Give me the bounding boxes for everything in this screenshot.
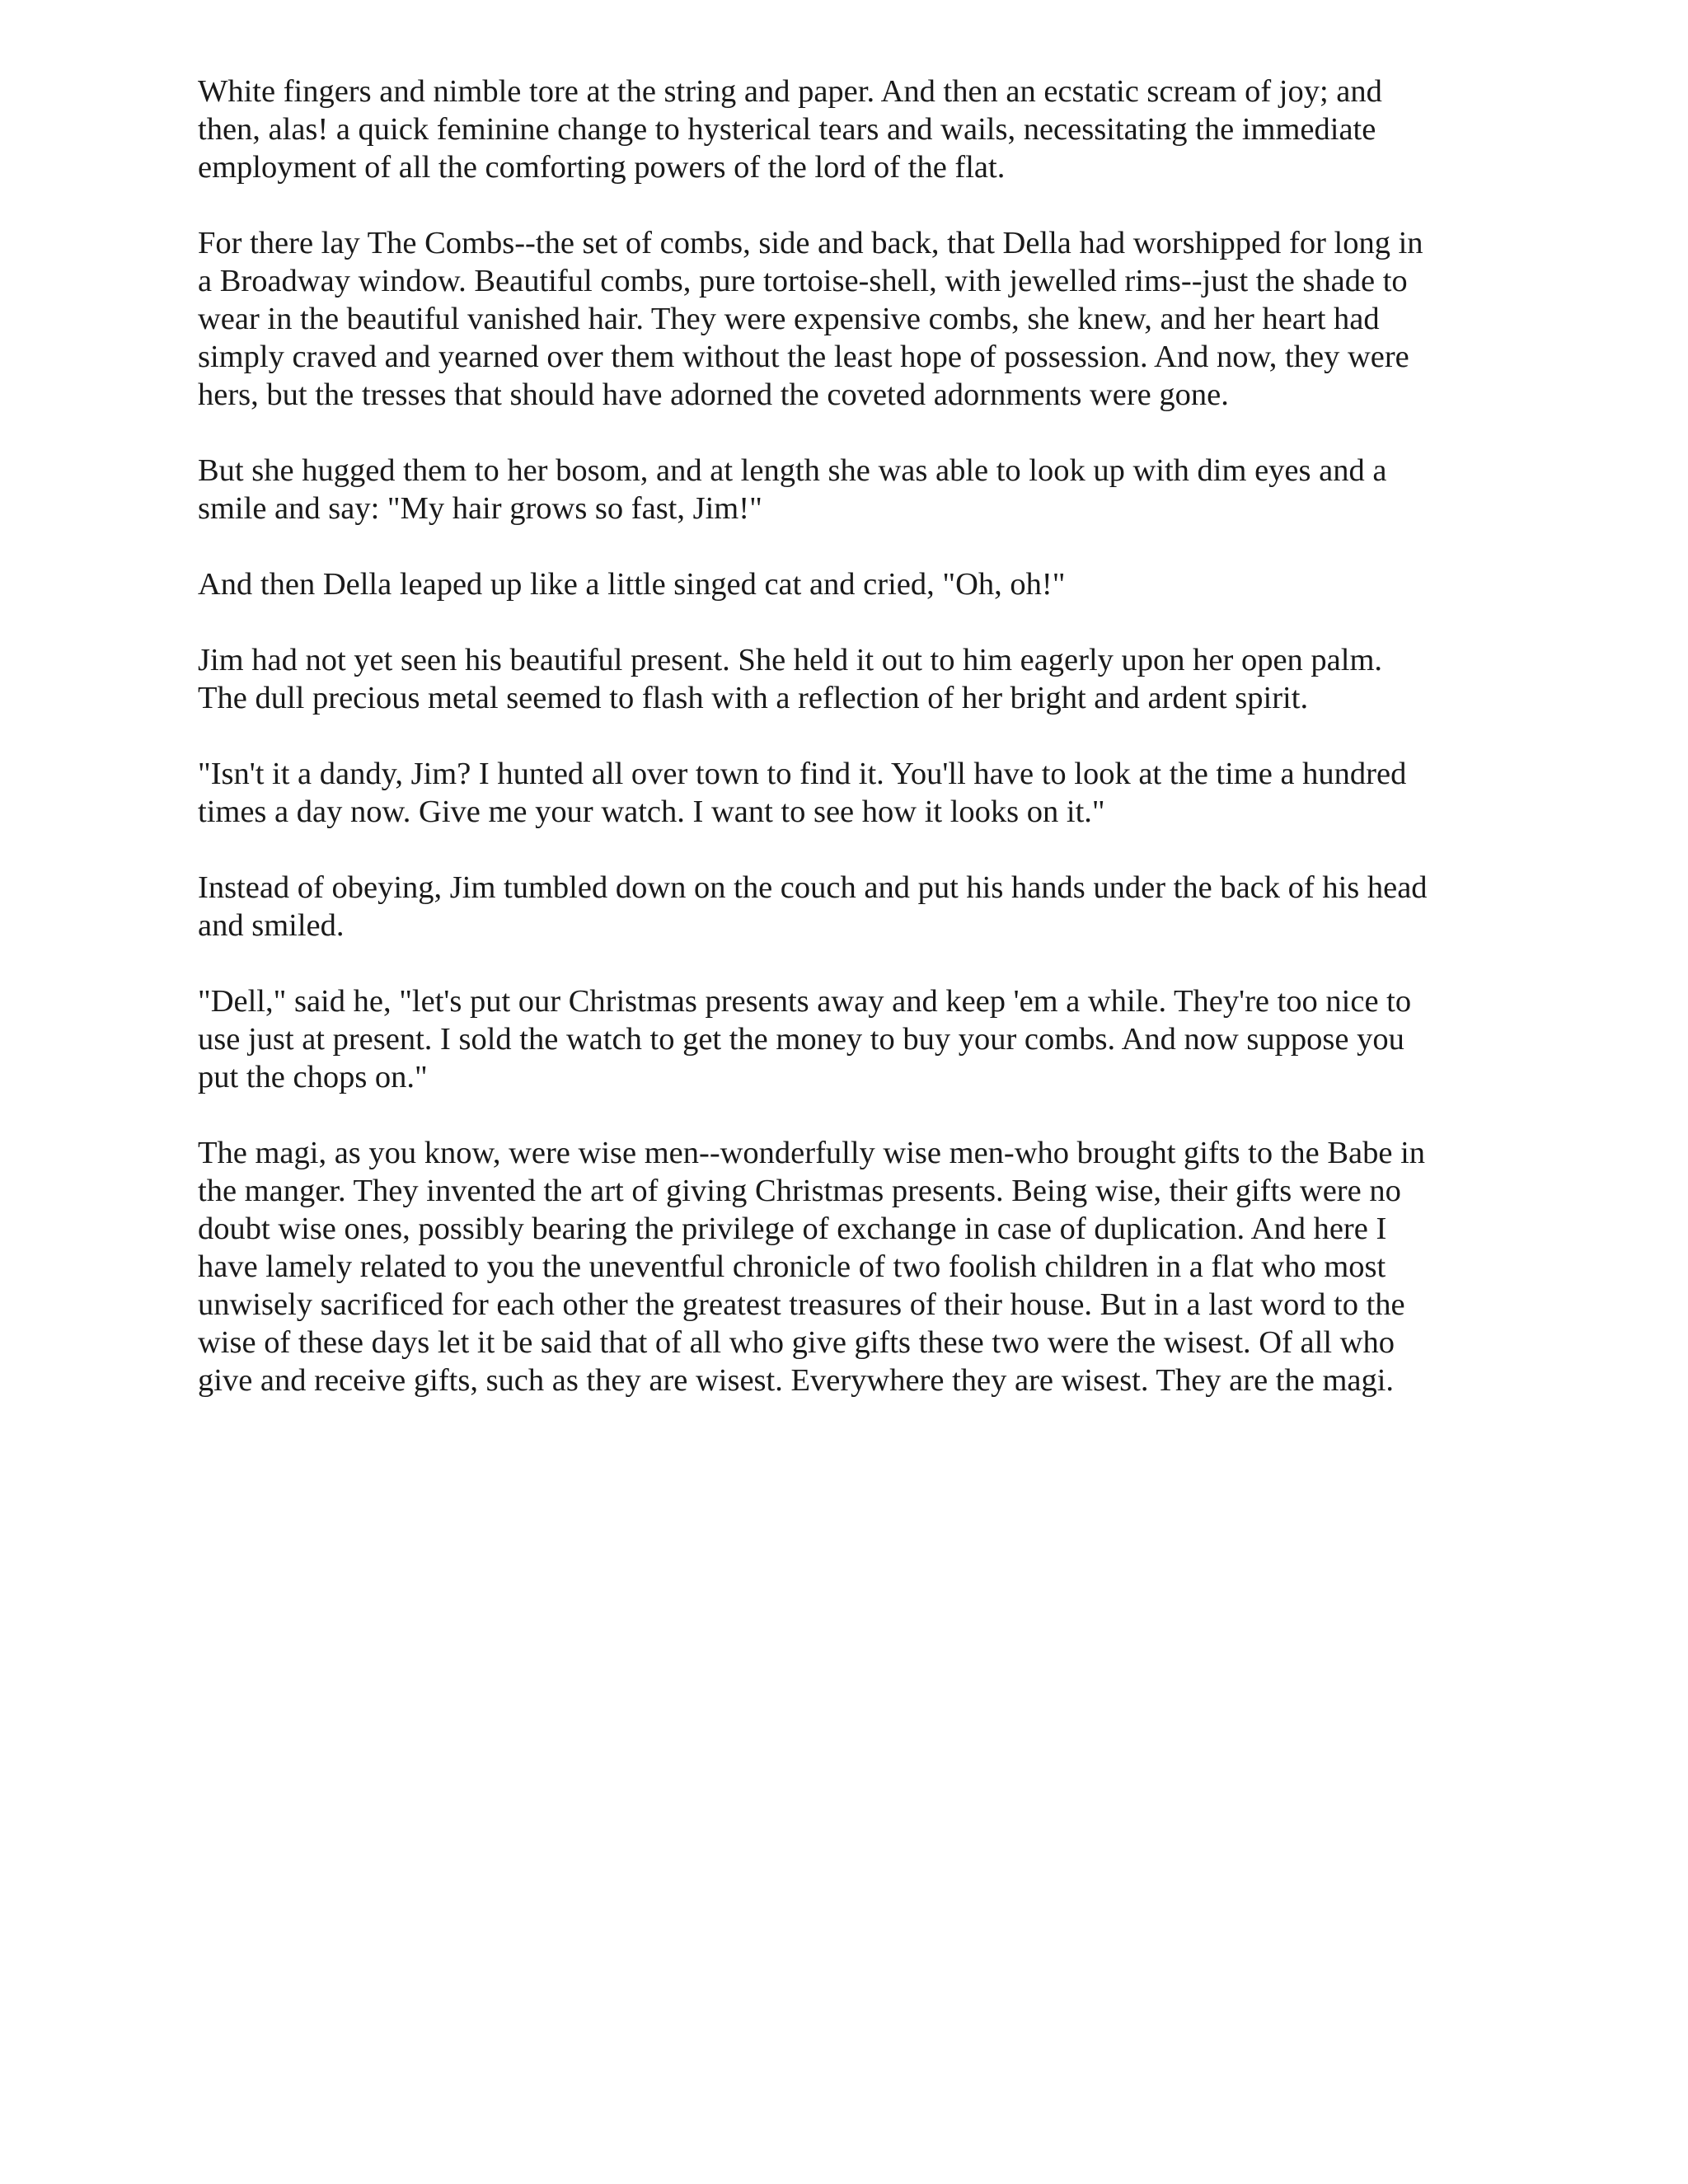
paragraph-8: "Dell," said he, "let's put our Christmas presents away and keep 'em a while. They're too nice to use just at present. I sold the watch to get the money to buy your combs. And now suppose you put the chops on." xyxy=(198,984,1412,1094)
paragraph-5: Jim had not yet seen his beautiful present. She held it out to him eagerly upon her open palm. The dull precious metal seemed to flash with a reflection of her bright and ardent spirit. xyxy=(198,643,1383,715)
paragraph-9: The magi, as you know, were wise men--wonderfully wise men-who brought gifts to the Babe in the manger. They invented the art of giving Christmas presents. Being wise, their gifts were no doubt wise ones, possibly bearing the privilege of exchange in case of duplication. And here I have lamely related to you the uneventful chronicle of two foolish children in a flat who most unwisely sacrificed for each other the greatest treasures of their house. But in a last word to the wise of these days let it be said that of all who give gifts these two were the wisest. Of all who give and receive gifts, such as they are wisest. Everywhere they are wisest. They are the magi. xyxy=(198,1136,1426,1398)
paragraph-2: For there lay The Combs--the set of combs, side and back, that Della had worshipped for long in a Broadway window. Beautiful combs, pure tortoise-shell, with jewelled rims--just the shade to wear in the beautiful vanished hair. They were expensive combs, she knew, and her heart had simply craved and yearned over them without the least hope of possession. And now, they were hers, but the tresses that should have adorned the coveted adornments were gone. xyxy=(198,226,1423,412)
paragraph-1: White fingers and nimble tore at the string and paper. And then an ecstatic scream of joy; and then, alas! a quick feminine change to hysterical tears and wails, necessitating the immediate employment of all the comforting powers of the lord of the flat. xyxy=(198,74,1382,185)
paragraph-3: But she hugged them to her bosom, and at length she was able to look up with dim eyes and a smile and say: "My hair grows so fast, Jim!" xyxy=(198,453,1387,526)
text-column xyxy=(198,73,1484,1437)
paragraph-7: Instead of obeying, Jim tumbled down on the couch and put his hands under the back of his head and smiled. xyxy=(198,870,1428,943)
paragraph-4: And then Della leaped up like a little singed cat and cried, "Oh, oh!" xyxy=(198,567,1066,602)
paragraph-6: "Isn't it a dandy, Jim? I hunted all over town to find it. You'll have to look at the time a hundred times a day now. Give me your watch. I want to see how it looks on it." xyxy=(198,757,1407,829)
